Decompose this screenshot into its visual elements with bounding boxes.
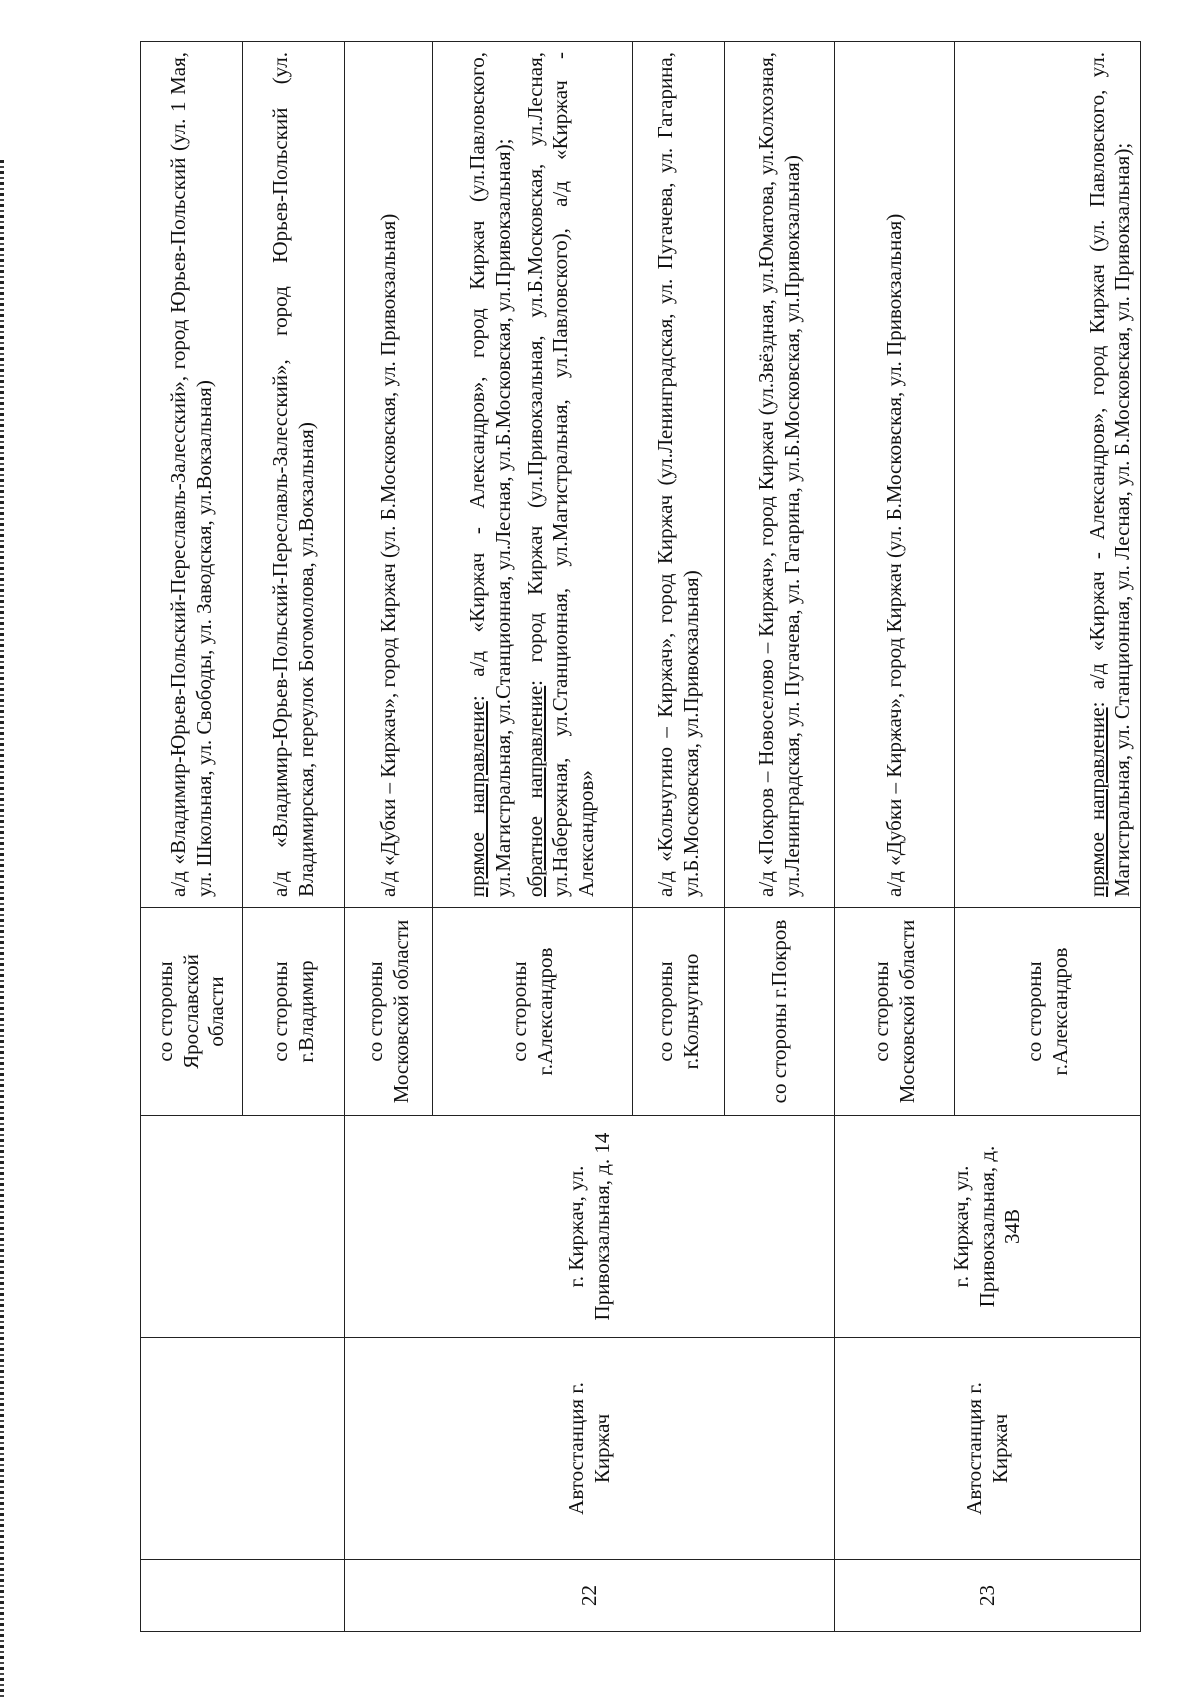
reverse-direction-path: : город Киржач (ул.Привокзальная, ул.Б.Московская, ул.Лесная, ул.Набережная, ул.Станционная, ул.Магистральная, ул.Павловского), а/д «Киржач - Александров» xyxy=(522,52,598,897)
route-path-cell: а/д «Дубки – Киржач», город Киржач (ул. Б.Московская, ул. Привокзальная) xyxy=(345,42,433,908)
station-name-cell: Автостанция г. Киржач xyxy=(345,1338,835,1560)
station-address-cell: г. Киржач, ул. Привокзальная, д. 14 xyxy=(345,1116,835,1338)
direction-cell: со стороны г.Покров xyxy=(725,908,835,1116)
direction-cell: со стороны Московской области xyxy=(835,908,955,1116)
forward-direction-label: прямое направление xyxy=(465,701,490,897)
route-path-cell: а/д «Кольчугино – Киржач», город Киржач (ул.Ленинградская, ул. Пугачева, ул. Гагарина, ул.Б.Московская, ул.Привокзальная) xyxy=(633,42,725,908)
forward-direction-path: : а/д «Киржач - Александров», город Киржач (ул.Павловского, ул.Магистральная, ул.Станционная, ул.Лесная, ул.Б.Московская, ул.Привокзальная); xyxy=(465,52,516,897)
scan-edge-artifact xyxy=(0,160,4,1699)
row-number-cell xyxy=(141,1560,345,1632)
route-path-cell: а/д «Покров – Новоселово – Киржач», город Киржач (ул.Звёздная, ул.Юматова, ул.Колхозная, ул.Ленинградская, ул. Пугачева, ул. Гагарина, ул.Б.Московская, ул.Привокзальная) xyxy=(725,42,835,908)
table-row xyxy=(345,42,433,1632)
row-number-cell: 22 xyxy=(345,1560,835,1632)
routes-table xyxy=(140,41,1141,1632)
route-path-cell xyxy=(955,42,1141,908)
forward-direction-path: : а/д «Киржач - Александров», город Киржач (ул. Павловского, ул. Магистральная, ул. Станционная, ул. Лесная, ул. Б.Московская, ул. Привокзальная); xyxy=(1084,52,1135,897)
direction-cell: со стороны Ярославской области xyxy=(141,908,243,1116)
direction-cell: со стороны г.Кольчугино xyxy=(633,908,725,1116)
route-path-cell: а/д «Дубки – Киржач», город Киржач (ул. Б.Московская, ул. Привокзальная) xyxy=(835,42,955,908)
route-path-cell xyxy=(433,42,633,908)
table-row xyxy=(141,42,243,1632)
table-row xyxy=(835,42,955,1632)
forward-direction-label: прямое направление xyxy=(1084,707,1109,897)
station-name-cell xyxy=(141,1338,345,1560)
row-number-cell: 23 xyxy=(835,1560,1141,1632)
document-sheet xyxy=(140,42,1140,1632)
direction-cell: со стороны г.Александров xyxy=(433,908,633,1116)
station-name-cell: Автостанция г. Киржач xyxy=(835,1338,1141,1560)
route-path-cell: а/д «Владимир-Юрьев-Польский-Переславль-Залесский», город Юрьев-Польский (ул. Владимирская, переулок Богомолова, ул.Вокзальная) xyxy=(243,42,345,908)
reverse-direction-label: обратное направление xyxy=(522,685,547,897)
direction-cell: со стороны г.Александров xyxy=(955,908,1141,1116)
route-path-cell: а/д «Владимир-Юрьев-Польский-Переславль-Залесский», город Юрьев-Польский (ул. 1 Мая, ул. Школьная, ул. Свободы, ул. Заводская, ул.Вокзальная) xyxy=(141,42,243,908)
station-address-cell: г. Киржач, ул. Привокзальная, д. 34В xyxy=(835,1116,1141,1338)
direction-cell: со стороны г.Владимир xyxy=(243,908,345,1116)
direction-cell: со стороны Московской области xyxy=(345,908,433,1116)
rotated-page xyxy=(140,42,1140,1632)
station-address-cell xyxy=(141,1116,345,1338)
